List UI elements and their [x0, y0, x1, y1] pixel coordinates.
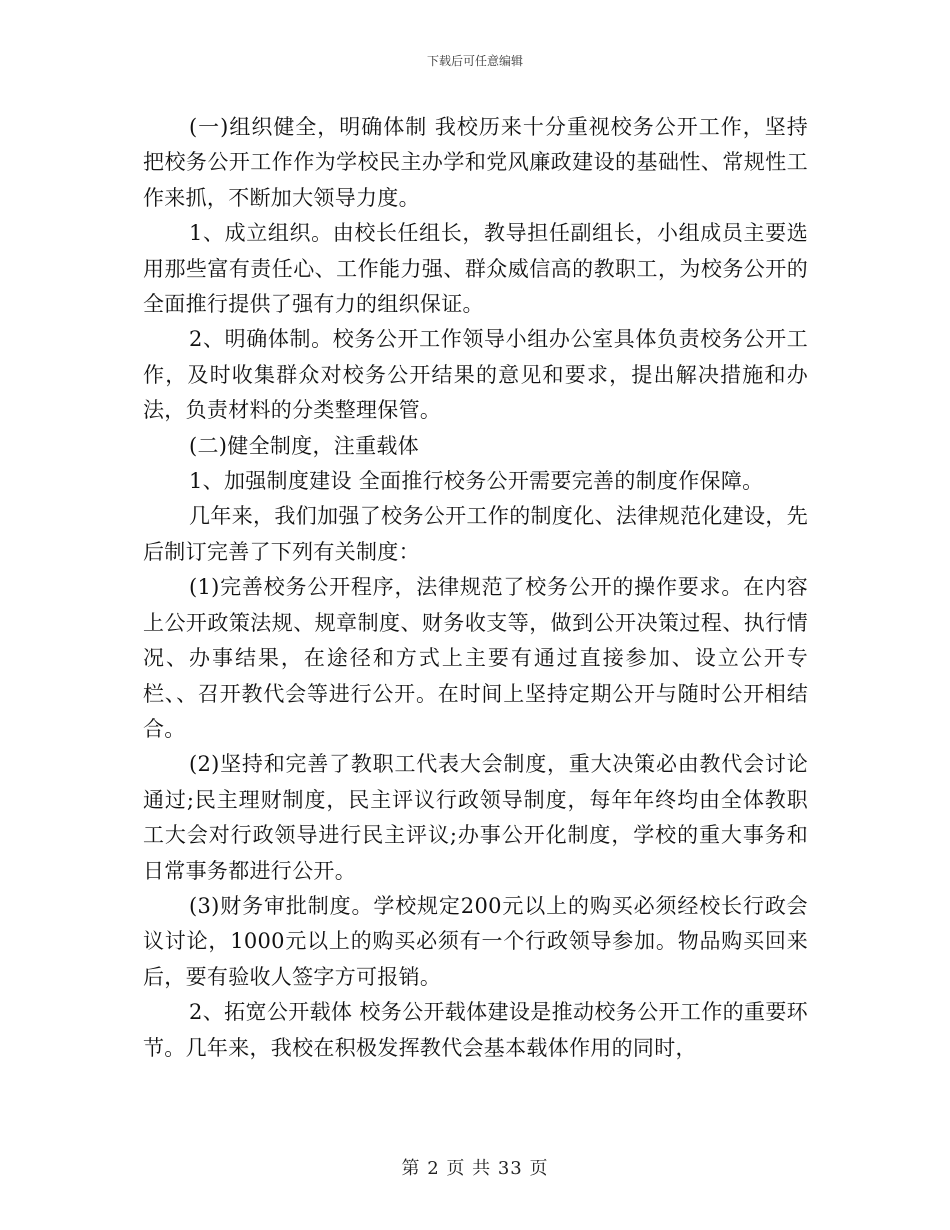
paragraph-expand-carriers: 2、拓宽公开载体 校务公开载体建设是推动校务公开工作的重要环节。几年来，我校在积极发挥教代会基本载体作用的同时， — [143, 1000, 808, 1060]
paragraph-item-2: (2)坚持和完善了教职工代表大会制度，重大决策必由教代会讨论通过;民主理财制度，民主评议行政领导制度，每年年终均由全体教职工大会对行政领导进行民主评议;办事公开化制度，学校的重大事务和日常事务都进行公开。 — [143, 752, 808, 883]
paragraph-establish-org: 1、成立组织。由校长任组长，教导担任副组长，小组成员主要选用那些富有责任心、工作能力强、群众威信高的教职工，为校务公开的全面推行提供了强有力的组织保证。 — [143, 221, 808, 317]
paragraph-item-3: (3)财务审批制度。学校规定200元以上的购买必须经校长行政会议讨论，1000元以上的购买必须有一个行政领导参加。物品购买回来后，要有验收人签字方可报销。 — [143, 893, 808, 989]
page-header-note: 下载后可任意编辑 — [426, 54, 523, 68]
document-body — [143, 110, 808, 1066]
paragraph-recent-years: 几年来，我们加强了校务公开工作的制度化、法律规范化建设，先后制订完善了下列有关制度： — [143, 504, 808, 564]
paragraph-item-1: (1)完善校务公开程序，法律规范了校务公开的操作要求。在内容上公开政策法规、规章制度、财务收支等，做到公开决策过程、执行情况、办事结果，在途径和方式上主要有通过直接参加、设立公开专栏、、召开教代会等进行公开。在时间上坚持定期公开与随时公开相结合。 — [143, 575, 808, 741]
paragraph-institution-building: 1、加强制度建设 全面推行校务公开需要完善的制度作保障。 — [189, 469, 764, 494]
page-number-footer: 第 2 页 共 33 页 — [401, 1158, 549, 1179]
paragraph-org-system: (一)组织健全，明确体制 我校历来十分重视校务公开工作，坚持把校务公开工作作为学校民主办学和党风廉政建设的基础性、常规性工作来抓，不断加大领导力度。 — [143, 115, 808, 210]
paragraph-define-system: 2、明确体制。校务公开工作领导小组办公室具体负责校务公开工作，及时收集群众对校务公开结果的意见和要求，提出解决措施和办法，负责材料的分类整理保管。 — [143, 327, 808, 423]
paragraph-section-heading: (二)健全制度，注重载体 — [189, 433, 419, 458]
